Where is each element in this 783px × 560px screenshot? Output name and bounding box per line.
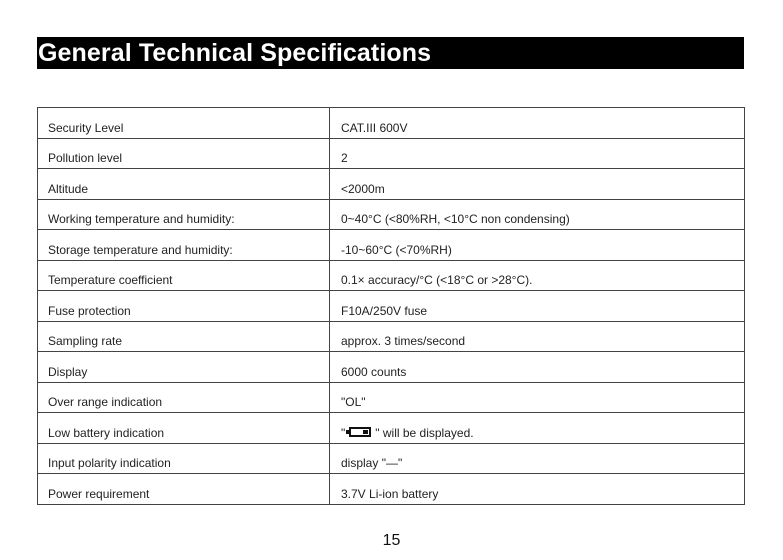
table-row [38,291,745,322]
spec-value: "OL" [330,382,745,413]
specifications-table [37,107,745,505]
table-row [38,138,745,169]
spec-label: Input polarity indication [38,443,330,474]
page-number: 15 [382,532,401,549]
page-title: General Technical Specifications [37,37,744,69]
spec-label: Sampling rate [38,321,330,352]
spec-label: Fuse protection [38,291,330,322]
spec-value: CAT.III 600V [330,108,745,139]
table-row [38,474,745,505]
spec-value: F10A/250V fuse [330,291,745,322]
spec-label: Low battery indication [38,413,330,444]
spec-value: 6000 counts [330,352,745,383]
table-row [38,230,745,261]
table-row [38,413,745,444]
value-prefix: " [341,425,346,440]
table-row [38,321,745,352]
spec-label: Display [38,352,330,383]
spec-value: approx. 3 times/second [330,321,745,352]
spec-label: Working temperature and humidity: [38,199,330,230]
spec-value: 2 [330,138,745,169]
spec-value: <2000m [330,169,745,200]
spec-label: Temperature coefficient [38,260,330,291]
table-row [38,108,745,139]
spec-label: Altitude [38,169,330,200]
table-row [38,169,745,200]
spec-label: Pollution level [38,138,330,169]
table-row [38,382,745,413]
spec-label: Security Level [38,108,330,139]
spec-label: Power requirement [38,474,330,505]
spec-label: Over range indication [38,382,330,413]
table-row [38,443,745,474]
battery-low-icon [349,427,371,437]
spec-value: -10~60°C (<70%RH) [330,230,745,261]
spec-value [330,413,745,444]
table-row [38,199,745,230]
table-row [38,260,745,291]
spec-value: 0~40°C (<80%RH, <10°C non condensing) [330,199,745,230]
spec-value: display "—" [330,443,745,474]
spec-value: 3.7V Li-ion battery [330,474,745,505]
value-suffix: " will be displayed. [375,425,474,440]
table-row [38,352,745,383]
spec-value: 0.1× accuracy/°C (<18°C or >28°C). [330,260,745,291]
spec-label: Storage temperature and humidity: [38,230,330,261]
